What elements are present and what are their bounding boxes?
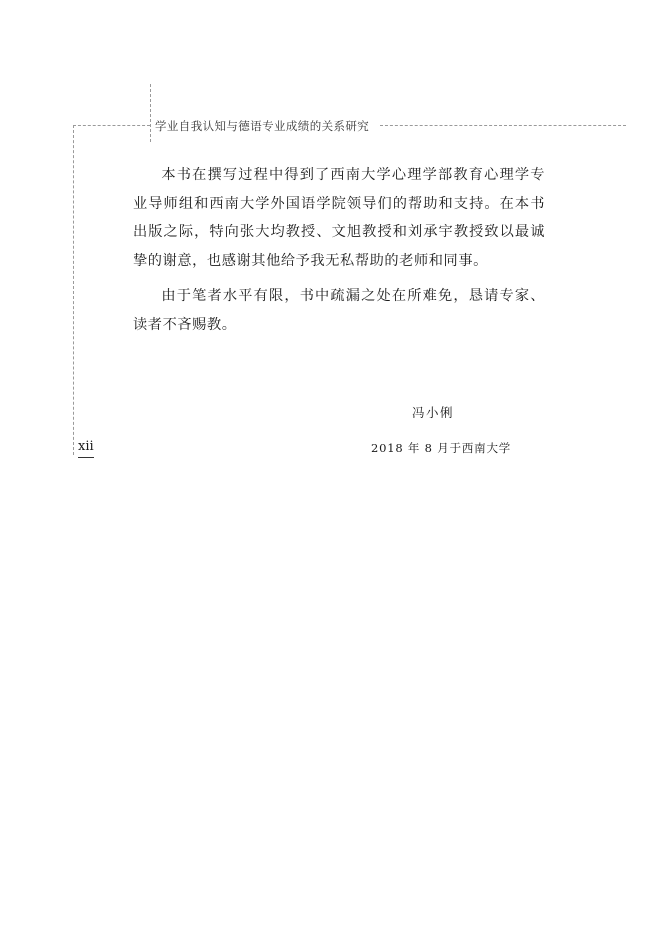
author-signature: 冯小俐: [412, 405, 455, 420]
header-vertical-guide: [150, 84, 151, 142]
body-text: [133, 161, 545, 346]
signature-date-place: 2018 年 8 月于西南大学: [371, 441, 512, 455]
running-header-title: 学业自我认知与德语专业成绩的关系研究: [155, 119, 370, 133]
paragraph-acknowledgement: 本书在撰写过程中得到了西南大学心理学部教育心理学专业导师组和西南大学外国语学院领导们的帮助和支持。在本书出版之际，特向张大均教授、文旭教授和刘承宇教授致以最诚挚的谢意，也感谢其他给予我无私帮助的老师和同事。: [133, 167, 545, 269]
header-left-guide: [73, 125, 150, 126]
margin-vertical-guide: [73, 125, 74, 455]
page-number: xii: [78, 439, 94, 458]
paragraph-request-feedback: 由于笔者水平有限，书中疏漏之处在所难免，恳请专家、读者不吝赐教。: [133, 288, 545, 333]
header-right-guide: [380, 125, 626, 126]
